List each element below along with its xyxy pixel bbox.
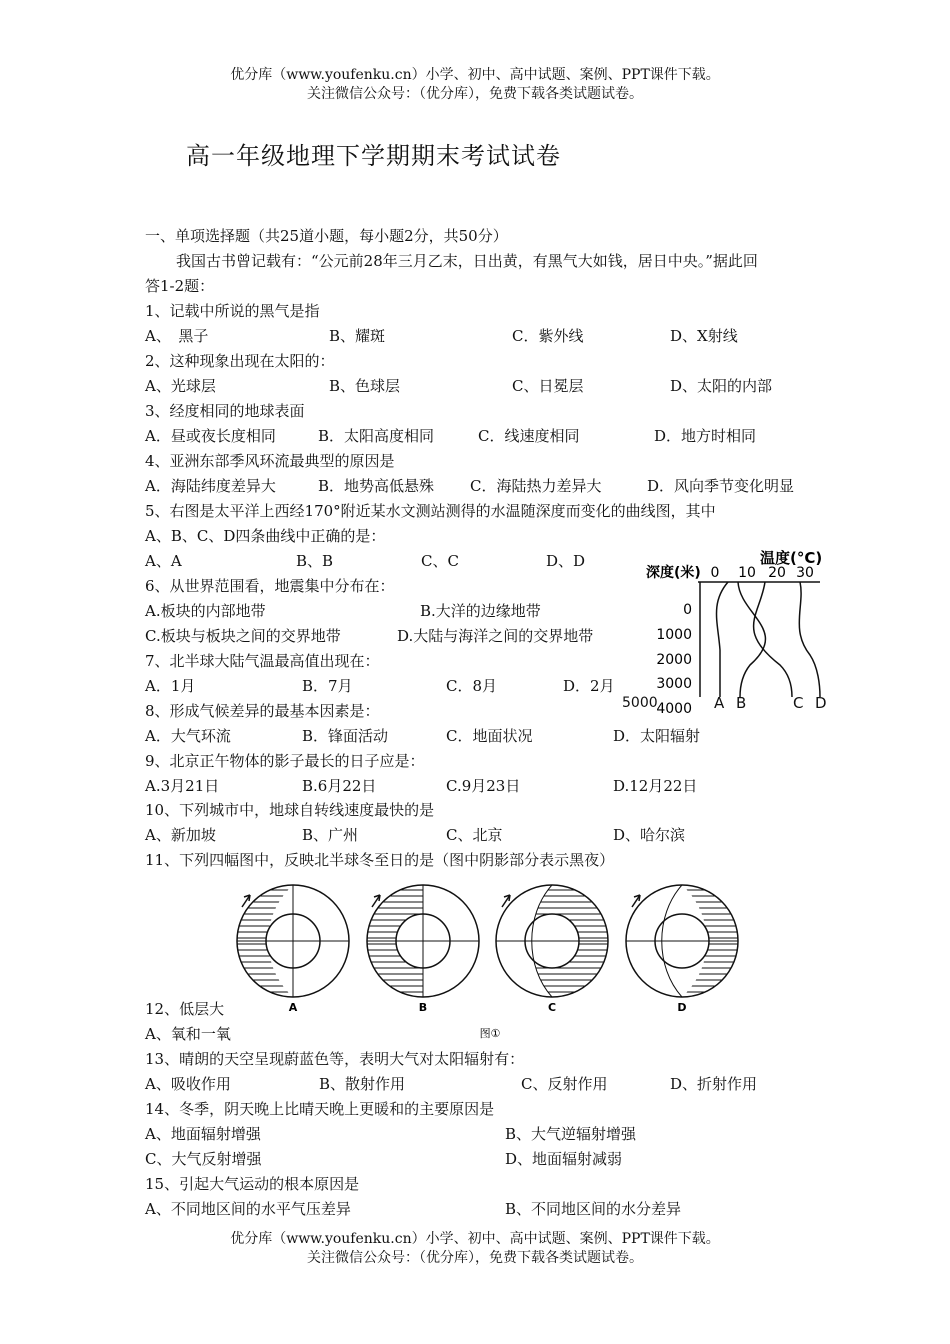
temp-tick-10: 10 (738, 565, 756, 581)
q4-option-b: B．地势高低悬殊 (318, 477, 435, 495)
curve-b (738, 582, 765, 697)
depth-tick-1000: 1000 (656, 627, 692, 643)
temp-tick-30: 30 (796, 565, 814, 581)
depth-tick-3000: 3000 (656, 676, 692, 692)
q5-option-c: C、C (421, 552, 459, 570)
q1-option-a: A、 黑子 (145, 327, 209, 345)
q8-option-b: B．锋面活动 (302, 727, 389, 745)
question-12: 12、低层大 (145, 1000, 225, 1018)
section-heading: 一、单项选择题（共25道小题，每小题2分，共50分） (145, 227, 508, 245)
footer-line-2: 关注微信公众号：（优分库），免费下载各类试题试卷。 (307, 1250, 643, 1266)
q2-option-a: A、光球层 (145, 377, 216, 395)
q10-option-a: A、新加坡 (145, 826, 216, 844)
q10-option-d: D、哈尔滨 (613, 826, 686, 844)
depth-tick-0: 0 (683, 602, 692, 618)
question-6: 6、从世界范围看，地震集中分布在： (145, 577, 395, 595)
question-5-cont: A、B、C、D四条曲线中正确的是： (145, 527, 386, 545)
q9-option-b: B.6月22日 (302, 777, 377, 795)
intro-text: 我国古书曾记载有：“公元前28年三月乙末，日出黄，有黑气大如钱，居日中央。”据此回 (176, 252, 758, 270)
q3-option-c: C．线速度相同 (478, 427, 580, 445)
q9-option-c: C.9月23日 (446, 777, 521, 795)
page-title: 高一年级地理下学期期末考试试卷 (186, 142, 561, 170)
q1-option-d: D、X射线 (670, 327, 738, 345)
q1-option-c: C．紫外线 (512, 327, 584, 345)
figure-caption: 图① (479, 1027, 501, 1040)
question-1: 1、记载中所说的黑气是指 (145, 302, 320, 320)
q13-option-d: D、折射作用 (670, 1075, 758, 1093)
temp-tick-0: 0 (710, 565, 720, 581)
diagram-a (237, 885, 349, 997)
curve-label-a: A (714, 694, 725, 712)
curve-label-d: D (815, 694, 827, 712)
q8-option-d: D．太阳辐射 (613, 727, 701, 745)
question-9: 9、北京正午物体的影子最长的日子应是： (145, 752, 425, 770)
footer-line-1: 优分库（www.youfenku.cn）小学、初中、高中试题、案例、PPT课件下载。 (230, 1231, 720, 1247)
header-line-2: 关注微信公众号：（优分库），免费下载各类试题试卷。 (307, 86, 643, 102)
q6-option-c: C.板块与板块之间的交界地带 (145, 627, 341, 645)
q15-option-a: A、不同地区间的水平气压差异 (145, 1200, 351, 1218)
diagram-label-d: D (677, 1001, 687, 1014)
q15-option-b: B、不同地区间的水分差异 (505, 1200, 682, 1218)
q13-option-a: A、吸收作用 (145, 1075, 231, 1093)
question-3: 3、经度相同的地球表面 (145, 402, 305, 420)
depth-tick-5000: 5000 (622, 695, 658, 711)
curve-label-b: B (736, 694, 747, 712)
q7-option-a: A．1月 (145, 677, 196, 695)
curve-label-c: C (793, 694, 804, 712)
q6-option-d: D.大陆与海洋之间的交界地带 (397, 627, 594, 645)
water-temperature-depth-chart (640, 545, 840, 717)
curve-d (799, 582, 820, 697)
temp-tick-20: 20 (768, 565, 786, 581)
q8-option-a: A．大气环流 (145, 727, 231, 745)
question-7: 7、北半球大陆气温最高值出现在： (145, 652, 380, 670)
depth-tick-4000: 4000 (656, 701, 692, 717)
q4-option-d: D．风向季节变化明显 (647, 477, 795, 495)
question-4: 4、亚洲东部季风环流最典型的原因是 (145, 452, 395, 470)
q14-option-d: D、地面辐射减弱 (505, 1150, 623, 1168)
q3-option-a: A．昼或夜长度相同 (145, 427, 276, 445)
q6-option-a: A.板块的内部地带 (145, 602, 266, 620)
q8-option-c: C．地面状况 (446, 727, 533, 745)
q10-option-c: C、北京 (446, 826, 503, 844)
q7-option-c: C．8月 (446, 677, 498, 695)
q14-option-a: A、地面辐射增强 (145, 1125, 261, 1143)
q4-option-c: C．海陆热力差异大 (470, 477, 602, 495)
diagram-b (367, 885, 479, 997)
q5-option-b: B、B (296, 552, 334, 570)
diagram-d (626, 885, 738, 997)
header-line-1: 优分库（www.youfenku.cn）小学、初中、高中试题、案例、PPT课件下载。 (230, 67, 720, 83)
q7-option-d: D．2月 (563, 677, 615, 695)
question-10: 10、下列城市中，地球自转线速度最快的是 (145, 801, 435, 819)
q13-option-b: B、散射作用 (319, 1075, 406, 1093)
diagram-label-a: A (288, 1001, 298, 1014)
q12-option-a: A、氧和一氧 (145, 1025, 231, 1043)
q6-option-b: B.大洋的边缘地带 (420, 602, 541, 620)
depth-tick-2000: 2000 (656, 652, 692, 668)
depth-axis-label: 深度(米) (646, 565, 701, 581)
q9-option-d: D.12月22日 (613, 777, 698, 795)
q4-option-a: A．海陆纬度差异大 (145, 477, 276, 495)
intro-text-2: 答1-2题： (145, 277, 215, 295)
question-11: 11、下列四幅图中，反映北半球冬至日的是（图中阴影部分表示黑夜） (145, 851, 615, 869)
q5-option-d: D、D (546, 552, 586, 570)
question-14: 14、冬季，阴天晚上比晴天晚上更暖和的主要原因是 (145, 1100, 495, 1118)
question-5: 5、右图是太平洋上西经170°附近某水文测站测得的水温随深度而变化的曲线图，其中 (145, 502, 716, 520)
q3-option-d: D．地方时相同 (654, 427, 757, 445)
question-2: 2、这种现象出现在太阳的： (145, 352, 335, 370)
question-13: 13、晴朗的天空呈现蔚蓝色等，表明大气对太阳辐射有： (145, 1050, 525, 1068)
q14-option-b: B、大气逆辐射增强 (505, 1125, 637, 1143)
question-8: 8、形成气候差异的最基本因素是： (145, 702, 380, 720)
q14-option-c: C、大气反射增强 (145, 1150, 262, 1168)
earth-illumination-figure (230, 875, 760, 1045)
question-15: 15、引起大气运动的根本原因是 (145, 1175, 360, 1193)
q3-option-b: B．太阳高度相同 (318, 427, 435, 445)
q13-option-c: C、反射作用 (521, 1075, 608, 1093)
q2-option-b: B、色球层 (329, 377, 401, 395)
diagram-c (496, 885, 608, 997)
q10-option-b: B、广州 (302, 826, 359, 844)
curve-a (717, 582, 729, 697)
curve-c (754, 582, 792, 697)
diagram-label-c: C (547, 1001, 557, 1014)
q1-option-b: B、耀斑 (329, 327, 386, 345)
diagram-label-b: B (418, 1001, 428, 1014)
temperature-axis-label: 温度(°C) (760, 549, 823, 567)
q9-option-a: A.3月21日 (145, 777, 220, 795)
q5-option-a: A、A (145, 552, 182, 570)
q2-option-d: D、太阳的内部 (670, 377, 773, 395)
q7-option-b: B．7月 (302, 677, 353, 695)
q2-option-c: C、日冕层 (512, 377, 584, 395)
